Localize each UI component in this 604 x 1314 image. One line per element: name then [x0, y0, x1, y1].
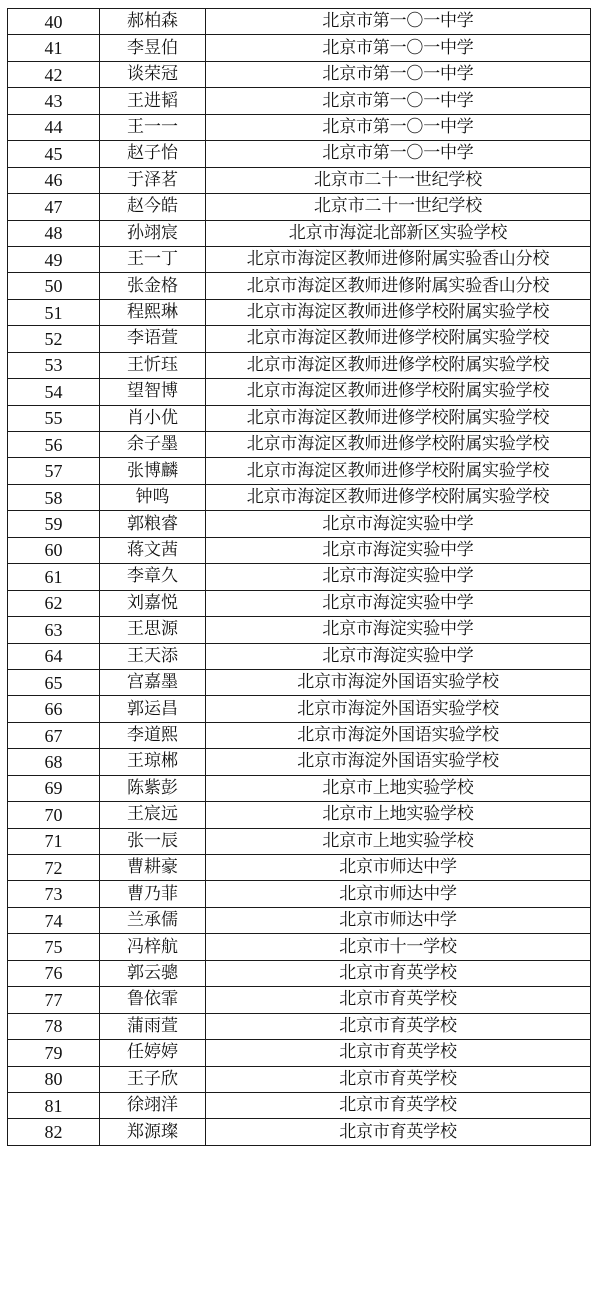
student-name-cell: 张金格 — [100, 273, 206, 299]
school-name-cell: 北京市师达中学 — [206, 907, 591, 933]
student-name-cell: 宫嘉墨 — [100, 669, 206, 695]
school-name-cell: 北京市海淀实验中学 — [206, 537, 591, 563]
student-name-cell: 望智博 — [100, 379, 206, 405]
table-row — [8, 855, 591, 881]
student-name-cell: 余子墨 — [100, 432, 206, 458]
row-number-cell: 52 — [8, 326, 100, 352]
school-name-cell: 北京市海淀区教师进修学校附属实验学校 — [206, 352, 591, 378]
table-row — [8, 167, 591, 193]
row-number-cell: 80 — [8, 1066, 100, 1092]
student-name-cell: 谈荣冠 — [100, 61, 206, 87]
student-name-cell: 任婷婷 — [100, 1040, 206, 1066]
school-name-cell: 北京市海淀外国语实验学校 — [206, 749, 591, 775]
table-row — [8, 643, 591, 669]
row-number-cell: 81 — [8, 1092, 100, 1118]
row-number-cell: 65 — [8, 669, 100, 695]
row-number-cell: 45 — [8, 141, 100, 167]
table-row — [8, 484, 591, 510]
row-number-cell: 72 — [8, 855, 100, 881]
school-name-cell: 北京市海淀区教师进修学校附属实验学校 — [206, 458, 591, 484]
row-number-cell: 69 — [8, 775, 100, 801]
student-name-cell: 蒋文茜 — [100, 537, 206, 563]
school-name-cell: 北京市海淀北部新区实验学校 — [206, 220, 591, 246]
roster-sheet — [7, 8, 590, 1146]
table-row — [8, 405, 591, 431]
school-name-cell: 北京市海淀区教师进修学校附属实验学校 — [206, 484, 591, 510]
table-row — [8, 273, 591, 299]
row-number-cell: 40 — [8, 9, 100, 35]
student-name-cell: 鲁依霏 — [100, 987, 206, 1013]
school-name-cell: 北京市海淀区教师进修学校附属实验学校 — [206, 299, 591, 325]
table-row — [8, 960, 591, 986]
table-row — [8, 194, 591, 220]
row-number-cell: 56 — [8, 432, 100, 458]
student-name-cell: 王一一 — [100, 114, 206, 140]
table-row — [8, 802, 591, 828]
school-name-cell: 北京市上地实验学校 — [206, 802, 591, 828]
student-name-cell: 赵子怡 — [100, 141, 206, 167]
student-name-cell: 王天添 — [100, 643, 206, 669]
row-number-cell: 73 — [8, 881, 100, 907]
student-name-cell: 冯梓航 — [100, 934, 206, 960]
row-number-cell: 70 — [8, 802, 100, 828]
row-number-cell: 54 — [8, 379, 100, 405]
table-row — [8, 617, 591, 643]
student-name-cell: 王子欣 — [100, 1066, 206, 1092]
row-number-cell: 67 — [8, 722, 100, 748]
table-row — [8, 1092, 591, 1118]
row-number-cell: 58 — [8, 484, 100, 510]
school-name-cell: 北京市上地实验学校 — [206, 775, 591, 801]
student-name-cell: 钟鸣 — [100, 484, 206, 510]
school-name-cell: 北京市海淀区教师进修附属实验香山分校 — [206, 246, 591, 272]
school-name-cell: 北京市育英学校 — [206, 1066, 591, 1092]
student-name-cell: 王思源 — [100, 617, 206, 643]
row-number-cell: 66 — [8, 696, 100, 722]
row-number-cell: 63 — [8, 617, 100, 643]
row-number-cell: 59 — [8, 511, 100, 537]
school-name-cell: 北京市海淀区教师进修学校附属实验学校 — [206, 405, 591, 431]
student-name-cell: 曹乃菲 — [100, 881, 206, 907]
roster-table — [7, 8, 591, 1146]
school-name-cell: 北京市海淀实验中学 — [206, 617, 591, 643]
school-name-cell: 北京市师达中学 — [206, 855, 591, 881]
row-number-cell: 64 — [8, 643, 100, 669]
student-name-cell: 赵今皓 — [100, 194, 206, 220]
table-row — [8, 564, 591, 590]
student-name-cell: 徐翊洋 — [100, 1092, 206, 1118]
row-number-cell: 68 — [8, 749, 100, 775]
table-row — [8, 246, 591, 272]
student-name-cell: 郝柏森 — [100, 9, 206, 35]
row-number-cell: 60 — [8, 537, 100, 563]
table-row — [8, 379, 591, 405]
school-name-cell: 北京市海淀外国语实验学校 — [206, 722, 591, 748]
table-row — [8, 881, 591, 907]
row-number-cell: 77 — [8, 987, 100, 1013]
table-row — [8, 35, 591, 61]
school-name-cell: 北京市师达中学 — [206, 881, 591, 907]
table-row — [8, 775, 591, 801]
table-row — [8, 511, 591, 537]
table-row — [8, 537, 591, 563]
student-name-cell: 肖小优 — [100, 405, 206, 431]
table-row — [8, 458, 591, 484]
student-name-cell: 王琼郴 — [100, 749, 206, 775]
school-name-cell: 北京市第一〇一中学 — [206, 9, 591, 35]
school-name-cell: 北京市海淀区教师进修学校附属实验学校 — [206, 432, 591, 458]
table-row — [8, 432, 591, 458]
table-row — [8, 934, 591, 960]
school-name-cell: 北京市第一〇一中学 — [206, 61, 591, 87]
school-name-cell: 北京市十一学校 — [206, 934, 591, 960]
student-name-cell: 张博麟 — [100, 458, 206, 484]
table-row — [8, 88, 591, 114]
student-name-cell: 李语萱 — [100, 326, 206, 352]
school-name-cell: 北京市海淀区教师进修附属实验香山分校 — [206, 273, 591, 299]
student-name-cell: 曹耕豪 — [100, 855, 206, 881]
student-name-cell: 李章久 — [100, 564, 206, 590]
student-name-cell: 程熙琳 — [100, 299, 206, 325]
row-number-cell: 44 — [8, 114, 100, 140]
table-row — [8, 590, 591, 616]
student-name-cell: 蒲雨萱 — [100, 1013, 206, 1039]
student-name-cell: 王一丁 — [100, 246, 206, 272]
row-number-cell: 55 — [8, 405, 100, 431]
student-name-cell: 刘嘉悦 — [100, 590, 206, 616]
table-row — [8, 1066, 591, 1092]
table-row — [8, 907, 591, 933]
table-row — [8, 696, 591, 722]
student-name-cell: 王忻珏 — [100, 352, 206, 378]
table-row — [8, 749, 591, 775]
student-name-cell: 李道熙 — [100, 722, 206, 748]
school-name-cell: 北京市海淀区教师进修学校附属实验学校 — [206, 379, 591, 405]
student-name-cell: 孙翊宸 — [100, 220, 206, 246]
row-number-cell: 75 — [8, 934, 100, 960]
row-number-cell: 61 — [8, 564, 100, 590]
table-row — [8, 61, 591, 87]
table-row — [8, 326, 591, 352]
table-row — [8, 352, 591, 378]
roster-table-body — [8, 9, 591, 1146]
school-name-cell: 北京市第一〇一中学 — [206, 88, 591, 114]
table-row — [8, 828, 591, 854]
school-name-cell: 北京市二十一世纪学校 — [206, 167, 591, 193]
student-name-cell: 郭运昌 — [100, 696, 206, 722]
row-number-cell: 43 — [8, 88, 100, 114]
row-number-cell: 74 — [8, 907, 100, 933]
school-name-cell: 北京市海淀实验中学 — [206, 564, 591, 590]
table-row — [8, 987, 591, 1013]
table-row — [8, 114, 591, 140]
table-row — [8, 220, 591, 246]
row-number-cell: 48 — [8, 220, 100, 246]
table-row — [8, 1040, 591, 1066]
row-number-cell: 57 — [8, 458, 100, 484]
school-name-cell: 北京市第一〇一中学 — [206, 35, 591, 61]
student-name-cell: 郭云骢 — [100, 960, 206, 986]
school-name-cell: 北京市海淀外国语实验学校 — [206, 696, 591, 722]
row-number-cell: 78 — [8, 1013, 100, 1039]
student-name-cell: 张一辰 — [100, 828, 206, 854]
student-name-cell: 郭粮睿 — [100, 511, 206, 537]
student-name-cell: 兰承儒 — [100, 907, 206, 933]
school-name-cell: 北京市育英学校 — [206, 1013, 591, 1039]
school-name-cell: 北京市二十一世纪学校 — [206, 194, 591, 220]
row-number-cell: 47 — [8, 194, 100, 220]
row-number-cell: 79 — [8, 1040, 100, 1066]
row-number-cell: 49 — [8, 246, 100, 272]
school-name-cell: 北京市育英学校 — [206, 987, 591, 1013]
school-name-cell: 北京市海淀外国语实验学校 — [206, 669, 591, 695]
school-name-cell: 北京市第一〇一中学 — [206, 114, 591, 140]
school-name-cell: 北京市育英学校 — [206, 1092, 591, 1118]
row-number-cell: 62 — [8, 590, 100, 616]
student-name-cell: 郑源璨 — [100, 1119, 206, 1145]
table-row — [8, 1119, 591, 1145]
school-name-cell: 北京市海淀实验中学 — [206, 643, 591, 669]
table-row — [8, 9, 591, 35]
school-name-cell: 北京市海淀区教师进修学校附属实验学校 — [206, 326, 591, 352]
student-name-cell: 李昱伯 — [100, 35, 206, 61]
row-number-cell: 51 — [8, 299, 100, 325]
row-number-cell: 82 — [8, 1119, 100, 1145]
row-number-cell: 71 — [8, 828, 100, 854]
table-row — [8, 722, 591, 748]
student-name-cell: 于泽茗 — [100, 167, 206, 193]
school-name-cell: 北京市海淀实验中学 — [206, 590, 591, 616]
student-name-cell: 王宸远 — [100, 802, 206, 828]
school-name-cell: 北京市育英学校 — [206, 960, 591, 986]
school-name-cell: 北京市第一〇一中学 — [206, 141, 591, 167]
school-name-cell: 北京市育英学校 — [206, 1040, 591, 1066]
row-number-cell: 50 — [8, 273, 100, 299]
row-number-cell: 42 — [8, 61, 100, 87]
school-name-cell: 北京市海淀实验中学 — [206, 511, 591, 537]
table-row — [8, 669, 591, 695]
row-number-cell: 41 — [8, 35, 100, 61]
student-name-cell: 王进韬 — [100, 88, 206, 114]
student-name-cell: 陈紫彭 — [100, 775, 206, 801]
table-row — [8, 1013, 591, 1039]
table-row — [8, 299, 591, 325]
row-number-cell: 46 — [8, 167, 100, 193]
school-name-cell: 北京市上地实验学校 — [206, 828, 591, 854]
row-number-cell: 53 — [8, 352, 100, 378]
row-number-cell: 76 — [8, 960, 100, 986]
table-row — [8, 141, 591, 167]
school-name-cell: 北京市育英学校 — [206, 1119, 591, 1145]
